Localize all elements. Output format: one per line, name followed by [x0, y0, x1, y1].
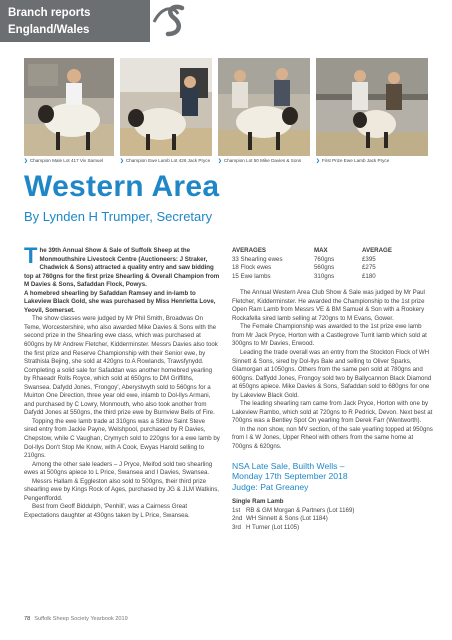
paragraph: The leading shearling ram came from Jack Pryce, Horton with one by Lakeview Rambo, which sold at 720gns to R Pedrick, Devon. Next best at 700gns was a Bentley Spot On yearling from Derek Farr (Wentworth).: [232, 400, 433, 425]
article-byline: By Lynden H Trumper, Secretary: [24, 209, 213, 224]
table-row: 15 Ewe lambs 310gns £180: [232, 272, 376, 280]
caption-arrow-icon: ❯: [316, 158, 320, 163]
drop-cap: T: [24, 243, 38, 268]
paragraph: Messrs Hallam & Eggleston also sold to 500gns, their third prize shearling ewe by Kings Rock of Ages, purchased by JG & JLM Watkins, Pengenffordd.: [24, 477, 219, 502]
article-title: Western Area: [24, 170, 220, 203]
caption-arrow-icon: ❯: [24, 158, 28, 163]
header-region: England/Wales: [8, 24, 90, 36]
paragraph: Among the other sale leaders – J Pryce, Meifod sold two shearling ewes at 500gns apiece to L Price, Swansea and I Davies, Swansea.: [24, 460, 213, 477]
paragraph: In the non show, non MV section, of the sale yearling topped at 950gns from I & W Jones, Upper Rheol with others from the same home at 700gns & 620gns.: [232, 425, 433, 451]
paragraph: Leading the trade overall was an entry from the Stockton Flock of WH Sinnett & Sons, sired by Dol-llys Bale and selling to Oliver Sparks, Glamorgan at 1050gns. Others from the same pen sold at 780gns and 600gns. Daffydd Jones, Frongoy sold two by Ballycannon Black Diamond at 650gns apiece. Mike Davies & Sons, Safaddan sold to 680gns for one by Lakeview Black Gold.: [232, 349, 432, 399]
paragraph: The Female Championship was awarded to the 1st prize ewe lamb from Mr Jack Pryce, Horton with a Castlegrove Turrit lamb which sold at 300gns to Mr Davies, Erwood.: [232, 323, 427, 348]
right-column: [232, 247, 434, 532]
nsa-sale-subheading: NSA Late Sale, Builth Wells – Monday 17th September 2018 Judge: Pat Greaney: [232, 460, 348, 492]
header-branch-reports: Branch reports: [8, 7, 91, 19]
paragraph: The show classes were judged by Mr Phil Smith, Broadwas On Teme, Worcestershire, who also awarded Mike Davies & Sons with the second prize in the Shearling ewe class, which was purchased at 600gns by Mr Andrew Fletcher, Kidderminster. Messrs Davies also took the first prize and Reserve Championship with their Senior ewe, by Strathisla Bejing, she sold at 420gns to A Rowlands, Trawsfynydd. Completing a solid sale for Safaddan was another homebred yearling by Rhaeadr Rolls Royce, which sold at 650gns to DM Griffiths, Swansea. Dafydd Jones, 'Frongoy', Aberystwyth sold to 560gns for a Muirton One Direction, three year old ewe, inlamb to Dol-llys Armani, and purchased by C Lowry, Monmouth, who also took another from Dafydd Jones at 550gns, the third prize ewe by Burnview Bells of Fire.: [24, 315, 218, 417]
photo-caption: ❯ Champion Lot 50 Mike Davies & Sons: [218, 158, 302, 163]
list-item: 1st RB & GM Morgan & Partners (Lot 1169): [232, 506, 355, 514]
paragraph: A homebred shearling by Safaddan Ramsey and in-lamb to Lakeview Black Gold, she was purchased by Miss Henrietta Love, Yeovil, Somerset.: [24, 289, 216, 314]
list-item: 2nd WH Sinnett & Sons (Lot 1184): [232, 515, 328, 523]
section-header: [0, 0, 150, 42]
table-header-row: AVERAGES MAX AVERAGE: [232, 247, 392, 254]
society-s-logo: [152, 2, 192, 38]
photo-first-prize-ewe-lamb: [316, 58, 428, 156]
page-footer: [24, 616, 128, 622]
averages-table: [232, 247, 412, 281]
photo-champion-male: [24, 58, 114, 156]
table-row: 33 Shearling ewes 760gns £395: [232, 255, 376, 263]
publication-name: Suffolk Sheep Society Yearbook 2019: [34, 616, 128, 622]
list-item: 3rd H Turner (Lot 1105): [232, 523, 300, 531]
photo-champion-lot-50: [218, 58, 310, 156]
left-column: [24, 243, 220, 521]
intro-paragraph: The 39th Annual Show & Sale of Suffolk Sheep at the Monmouthshire Livestock Centre (Auctioneers: J Straker, Chadwick & Sons) attracted a quality entry and saw bidding top at 760gns for the first prize Shearling & Overall Champion from M Davies & Sons, Safaddan Flock, Powys.: [24, 243, 220, 289]
caption-arrow-icon: ❯: [120, 158, 124, 163]
photo-caption: ❯ Champion Male Lot 417 Viv Samuel: [24, 158, 104, 163]
paragraph: Best from Geoff Biddulph, 'Penhill', was a Cairness Great Expectations daughter at 430gns taken by L Price, Swansea.: [24, 503, 190, 519]
table-row: 18 Flock ewes 560gns £275: [232, 264, 376, 272]
page-number: 78: [24, 616, 31, 622]
single-ram-lamb-heading: Single Ram Lamb: [232, 498, 284, 506]
photo-champion-ewe-lamb: [120, 58, 212, 156]
photo-caption: ❯ Champion Ewe Lamb Lot 426 Jack Pryce: [120, 158, 211, 163]
caption-arrow-icon: ❯: [218, 158, 222, 163]
photo-caption: ❯ First Prize Ewe Lamb Jack Pryce: [316, 158, 390, 163]
paragraph: The Annual Western Area Club Show & Sale was judged by Mr Paul Fletcher, Kidderminster. He awarded the Championship to the 1st prize Open Ram Lamb from Messrs VE & BM Samuel & Son with a Rookery Rockafella sired lamb selling at 720gns to M Evans, Gower.: [232, 289, 425, 322]
paragraph: Topping the ewe lamb trade at 310gns was a Sitlow Saint Steve sired entry from Jackie Payne, Welshpool, purchased by R Davies, Chepstow, while C Vaughan, Crymych sold to 220gns for a ewe lamb by Dol-llys Don't Stop Me Know, with A Cook, Ewyas Harold selling to 210gns.: [24, 417, 220, 460]
